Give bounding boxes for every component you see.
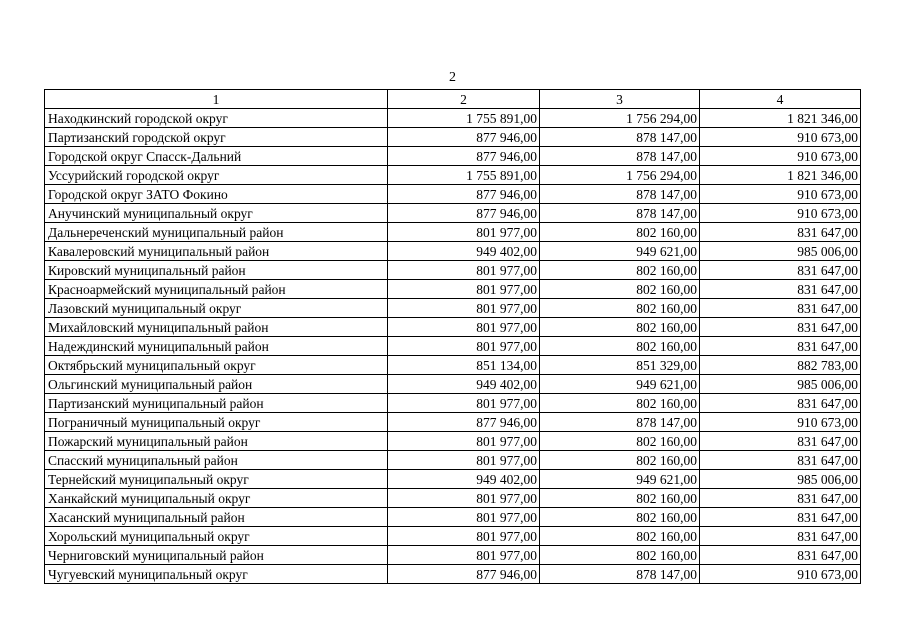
amount-cell: 801 977,00 [388, 337, 540, 356]
municipality-name-cell: Октябрьский муниципальный округ [45, 356, 388, 375]
column-header: 3 [540, 90, 700, 109]
table-body [45, 90, 861, 584]
table-row [45, 337, 861, 356]
table-row [45, 318, 861, 337]
municipality-name-cell: Городской округ Спасск-Дальний [45, 147, 388, 166]
amount-cell: 985 006,00 [700, 375, 861, 394]
amount-cell: 802 160,00 [540, 337, 700, 356]
amount-cell: 831 647,00 [700, 223, 861, 242]
table-row [45, 166, 861, 185]
amount-cell: 831 647,00 [700, 432, 861, 451]
amount-cell: 910 673,00 [700, 565, 861, 584]
amount-cell: 801 977,00 [388, 394, 540, 413]
amount-cell: 831 647,00 [700, 451, 861, 470]
data-table [44, 89, 861, 584]
table-row [45, 546, 861, 565]
municipality-name-cell: Пожарский муниципальный район [45, 432, 388, 451]
amount-cell: 1 821 346,00 [700, 166, 861, 185]
amount-cell: 801 977,00 [388, 318, 540, 337]
table-row [45, 280, 861, 299]
amount-cell: 1 756 294,00 [540, 109, 700, 128]
amount-cell: 949 402,00 [388, 242, 540, 261]
amount-cell: 910 673,00 [700, 204, 861, 223]
amount-cell: 949 621,00 [540, 242, 700, 261]
amount-cell: 801 977,00 [388, 261, 540, 280]
amount-cell: 831 647,00 [700, 508, 861, 527]
table-row [45, 204, 861, 223]
amount-cell: 1 755 891,00 [388, 166, 540, 185]
table-row [45, 147, 861, 166]
amount-cell: 802 160,00 [540, 280, 700, 299]
amount-cell: 802 160,00 [540, 546, 700, 565]
table-row [45, 185, 861, 204]
column-header: 2 [388, 90, 540, 109]
amount-cell: 831 647,00 [700, 394, 861, 413]
municipality-name-cell: Ханкайский муниципальный округ [45, 489, 388, 508]
amount-cell: 949 402,00 [388, 470, 540, 489]
table-row [45, 489, 861, 508]
amount-cell: 801 977,00 [388, 451, 540, 470]
amount-cell: 831 647,00 [700, 318, 861, 337]
table-row [45, 223, 861, 242]
amount-cell: 877 946,00 [388, 565, 540, 584]
page-number: 2 [449, 70, 456, 85]
municipality-name-cell: Ольгинский муниципальный район [45, 375, 388, 394]
municipality-name-cell: Хорольский муниципальный округ [45, 527, 388, 546]
amount-cell: 801 977,00 [388, 432, 540, 451]
amount-cell: 801 977,00 [388, 489, 540, 508]
amount-cell: 985 006,00 [700, 242, 861, 261]
amount-cell: 802 160,00 [540, 261, 700, 280]
amount-cell: 949 402,00 [388, 375, 540, 394]
municipality-name-cell: Кавалеровский муниципальный район [45, 242, 388, 261]
amount-cell: 1 821 346,00 [700, 109, 861, 128]
table-row [45, 527, 861, 546]
municipality-name-cell: Черниговский муниципальный район [45, 546, 388, 565]
municipality-name-cell: Уссурийский городской округ [45, 166, 388, 185]
table-row [45, 375, 861, 394]
table-row [45, 299, 861, 318]
municipality-name-cell: Анучинский муниципальный округ [45, 204, 388, 223]
amount-cell: 802 160,00 [540, 451, 700, 470]
amount-cell: 831 647,00 [700, 527, 861, 546]
amount-cell: 882 783,00 [700, 356, 861, 375]
table-row [45, 109, 861, 128]
municipality-name-cell: Надеждинский муниципальный район [45, 337, 388, 356]
municipality-name-cell: Партизанский муниципальный район [45, 394, 388, 413]
amount-cell: 851 329,00 [540, 356, 700, 375]
table-row [45, 128, 861, 147]
municipality-name-cell: Пограничный муниципальный округ [45, 413, 388, 432]
municipality-name-cell: Спасский муниципальный район [45, 451, 388, 470]
table-row [45, 508, 861, 527]
amount-cell: 877 946,00 [388, 413, 540, 432]
amount-cell: 910 673,00 [700, 185, 861, 204]
amount-cell: 831 647,00 [700, 546, 861, 565]
amount-cell: 877 946,00 [388, 204, 540, 223]
municipality-name-cell: Хасанский муниципальный район [45, 508, 388, 527]
table-row [45, 261, 861, 280]
amount-cell: 801 977,00 [388, 508, 540, 527]
table-row [45, 565, 861, 584]
amount-cell: 985 006,00 [700, 470, 861, 489]
municipality-name-cell: Городской округ ЗАТО Фокино [45, 185, 388, 204]
municipality-name-cell: Кировский муниципальный район [45, 261, 388, 280]
amount-cell: 878 147,00 [540, 565, 700, 584]
table-row [45, 413, 861, 432]
amount-cell: 949 621,00 [540, 375, 700, 394]
amount-cell: 831 647,00 [700, 261, 861, 280]
amount-cell: 877 946,00 [388, 128, 540, 147]
amount-cell: 802 160,00 [540, 527, 700, 546]
amount-cell: 949 621,00 [540, 470, 700, 489]
amount-cell: 878 147,00 [540, 147, 700, 166]
amount-cell: 851 134,00 [388, 356, 540, 375]
municipality-name-cell: Михайловский муниципальный район [45, 318, 388, 337]
amount-cell: 831 647,00 [700, 489, 861, 508]
amount-cell: 878 147,00 [540, 185, 700, 204]
amount-cell: 910 673,00 [700, 147, 861, 166]
amount-cell: 831 647,00 [700, 337, 861, 356]
table-row [45, 356, 861, 375]
amount-cell: 878 147,00 [540, 413, 700, 432]
table-row [45, 394, 861, 413]
amount-cell: 802 160,00 [540, 394, 700, 413]
amount-cell: 802 160,00 [540, 489, 700, 508]
column-header: 1 [45, 90, 388, 109]
table-row [45, 470, 861, 489]
amount-cell: 802 160,00 [540, 432, 700, 451]
amount-cell: 801 977,00 [388, 546, 540, 565]
table-row [45, 242, 861, 261]
amount-cell: 802 160,00 [540, 223, 700, 242]
amount-cell: 801 977,00 [388, 280, 540, 299]
amount-cell: 801 977,00 [388, 527, 540, 546]
amount-cell: 877 946,00 [388, 147, 540, 166]
amount-cell: 878 147,00 [540, 204, 700, 223]
amount-cell: 802 160,00 [540, 318, 700, 337]
amount-cell: 801 977,00 [388, 299, 540, 318]
amount-cell: 877 946,00 [388, 185, 540, 204]
table-row [45, 432, 861, 451]
amount-cell: 801 977,00 [388, 223, 540, 242]
municipality-name-cell: Дальнереченский муниципальный район [45, 223, 388, 242]
amount-cell: 878 147,00 [540, 128, 700, 147]
amount-cell: 831 647,00 [700, 280, 861, 299]
amount-cell: 910 673,00 [700, 128, 861, 147]
amount-cell: 831 647,00 [700, 299, 861, 318]
amount-cell: 802 160,00 [540, 299, 700, 318]
municipality-name-cell: Находкинский городской округ [45, 109, 388, 128]
municipality-name-cell: Красноармейский муниципальный район [45, 280, 388, 299]
column-header: 4 [700, 90, 861, 109]
municipality-name-cell: Партизанский городской округ [45, 128, 388, 147]
amount-cell: 802 160,00 [540, 508, 700, 527]
table-header-row [45, 90, 861, 109]
amount-cell: 1 756 294,00 [540, 166, 700, 185]
municipality-name-cell: Тернейский муниципальный округ [45, 470, 388, 489]
municipality-name-cell: Лазовский муниципальный округ [45, 299, 388, 318]
table-row [45, 451, 861, 470]
amount-cell: 1 755 891,00 [388, 109, 540, 128]
municipality-name-cell: Чугуевский муниципальный округ [45, 565, 388, 584]
amount-cell: 910 673,00 [700, 413, 861, 432]
